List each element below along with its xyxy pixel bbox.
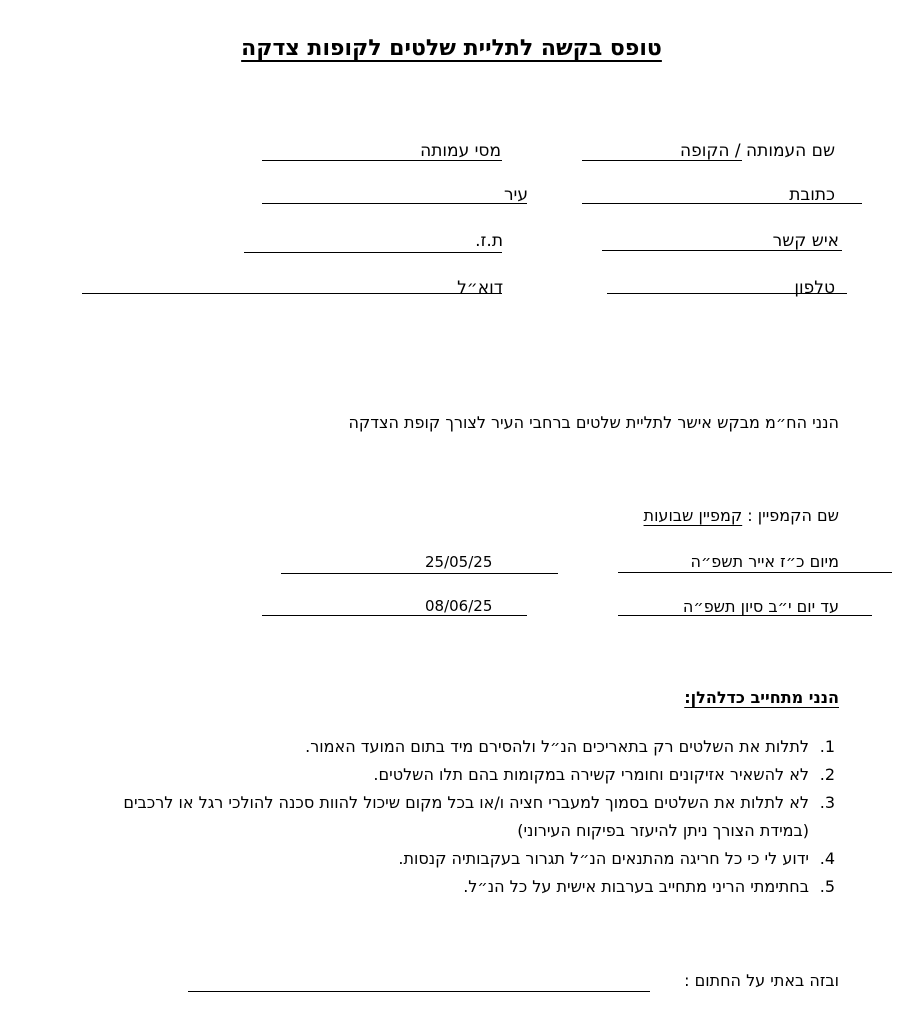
item-text: ידוע לי כי כל חריגה מהתנאים הנ״ל תגרור בעקבותיה קנסות. [398,849,809,868]
item-number: 5. [819,877,835,896]
item-text: לא לתלות את השלטים בסמוך למעברי חציה ו/או בכל מקום שיכול להוות סכנה להולכי רגל או לרכבים (במידת הצורך ניתן להיעזר בפיקוח העירוני) [123,793,809,840]
org-name-field[interactable] [582,160,742,161]
email-label: דוא״ל [457,278,503,298]
from-date-label-line [618,572,892,573]
list-item [115,845,835,873]
item-number: 4. [819,849,835,868]
item-text: בחתימתי הריני מתחייב בערבות אישית על כל הנ״ל. [463,877,809,896]
campaign-name-label: שם הקמפיין : [747,506,839,525]
city-field[interactable] [262,203,527,204]
form-title: טופס בקשה לתליית שלטים לקופות צדקה [241,36,662,61]
to-date-label: עד יום י״ב סיון תשפ״ה [682,597,839,616]
contact-person-field[interactable] [602,250,842,251]
item-number: 2. [819,765,835,784]
list-item [115,761,835,789]
to-date-value[interactable]: 08/06/25 [425,597,493,615]
address-field[interactable] [582,203,862,204]
list-item [115,789,835,845]
phone-field[interactable] [607,293,847,294]
item-number: 3. [819,793,835,812]
list-item [115,873,835,901]
signature-field[interactable] [188,991,650,992]
from-date-field[interactable] [281,573,558,574]
to-date-field[interactable] [262,615,527,616]
commitments-list [115,733,835,901]
from-date-value[interactable]: 25/05/25 [425,553,493,571]
id-number-label: ת.ז. [475,231,503,251]
email-field[interactable] [82,293,502,294]
request-statement: הנני הח״מ מבקש אישר לתליית שלטים ברחבי העיר לצורך קופת הצדקה [348,413,839,432]
contact-person-label: איש קשר [772,231,839,251]
phone-label: טלפון [794,278,835,298]
item-text: לתלות את השלטים רק בתאריכים הנ״ל ולהסירם מיד בתום המועד האמור. [305,737,809,756]
association-number-label: מסי עמותה [420,141,501,161]
item-number: 1. [819,737,835,756]
association-number-field[interactable] [262,160,502,161]
campaign-name-value: קמפיין שבועות [643,506,743,525]
address-label: כתובת [789,185,835,205]
to-date-label-line [618,615,872,616]
signature-label: ובזה באתי על החתום : [684,971,839,990]
city-label: עיר [503,185,528,205]
from-date-label: מיום כ״ז אייר תשפ״ה [690,552,839,571]
list-item [115,733,835,761]
id-number-field[interactable] [244,252,502,253]
commitments-heading: הנני מתחייב כדלהלן: [684,688,839,707]
item-text: לא להשאיר אזיקונים וחומרי קשירה במקומות בהם תלו השלטים. [373,765,809,784]
campaign-name-row [644,506,839,525]
org-name-label: שם העמותה / הקופה [680,141,835,161]
